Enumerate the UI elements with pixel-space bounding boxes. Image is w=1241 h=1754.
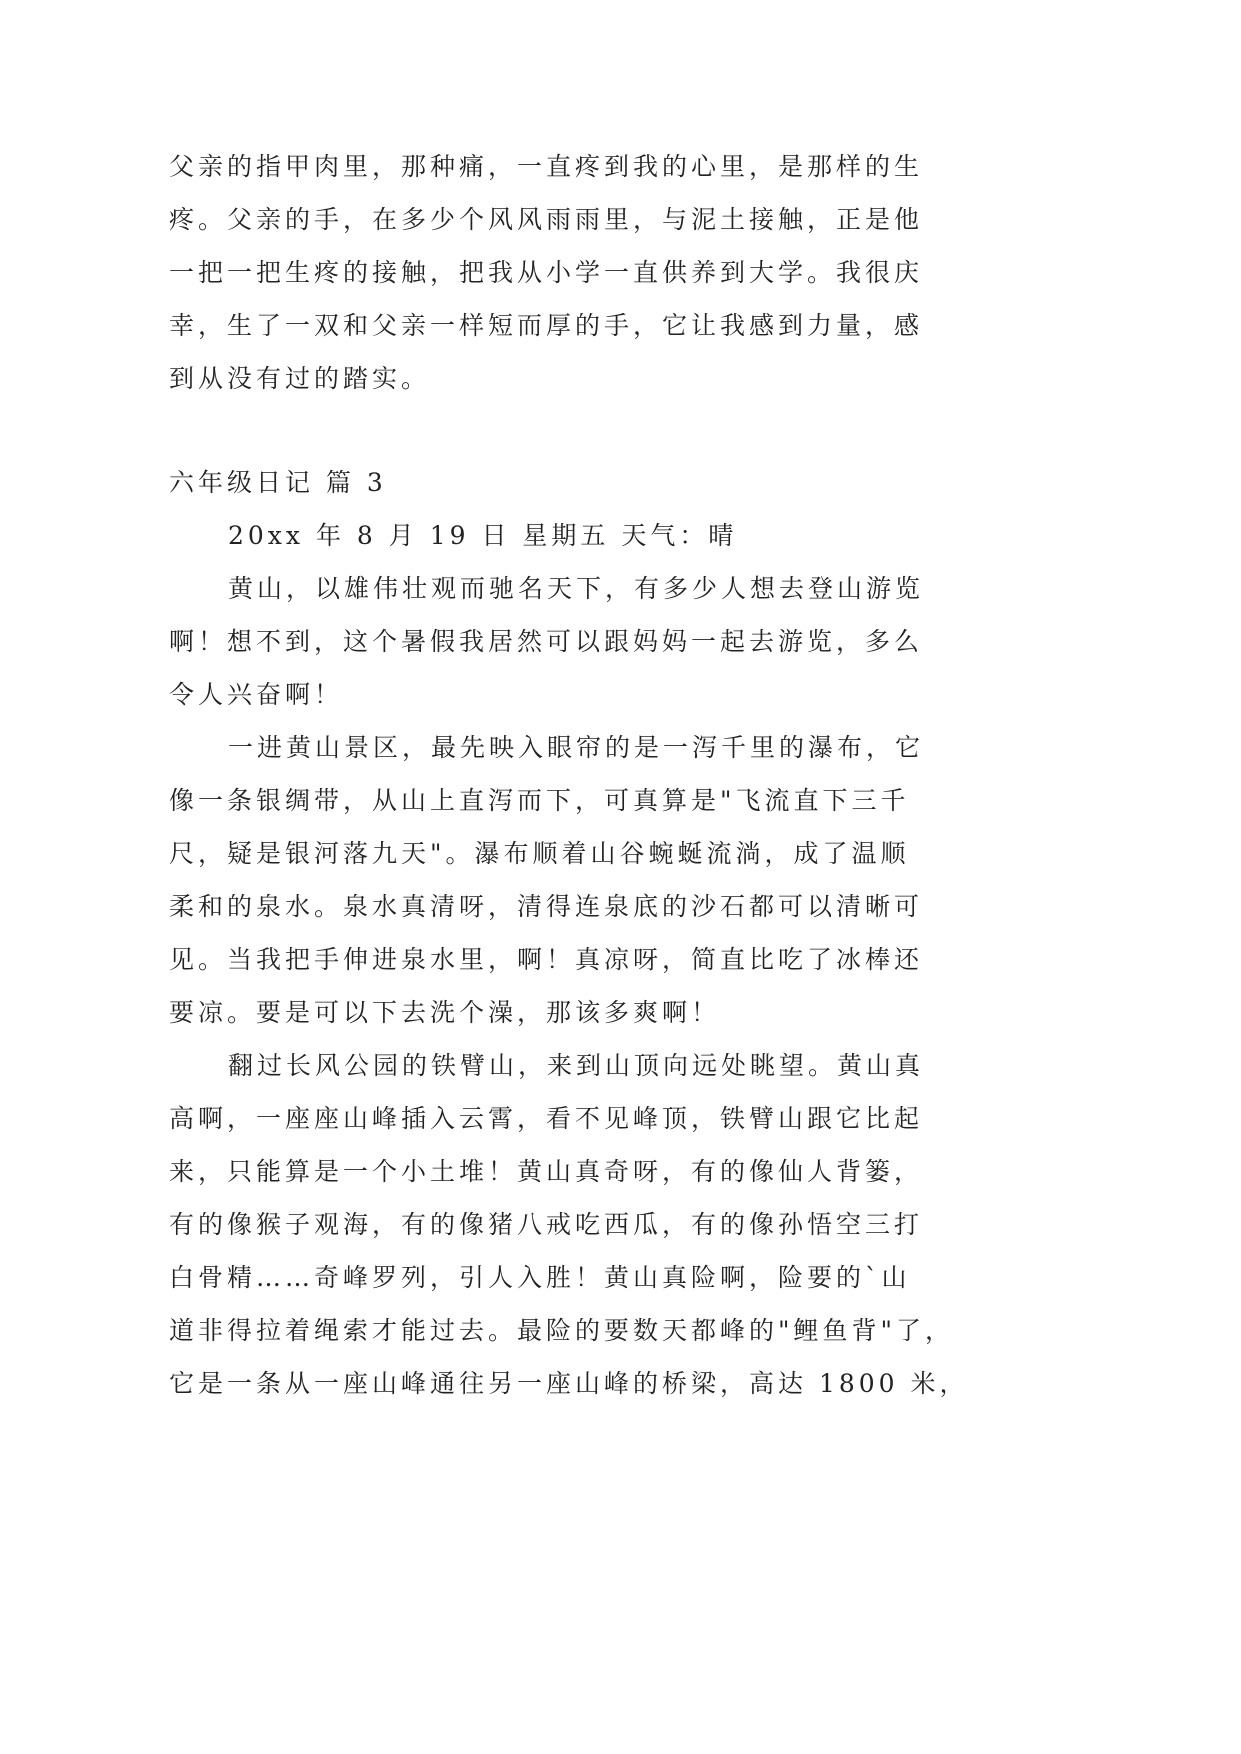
text-line: 父亲的指甲肉里，那种痛，一直疼到我的心里，是那样的生 xyxy=(169,152,924,181)
previous-section-text xyxy=(169,140,945,405)
text-line: 一进黄山景区，最先映入眼帘的是一泻千里的瀑布，它 xyxy=(228,733,925,762)
date-line: 20xx 年 8 月 19 日 星期五 天气：晴 xyxy=(228,521,738,550)
text-line: 来，只能算是一个小土堆！黄山真奇呀，有的像仙人背篓， xyxy=(169,1157,924,1186)
section-body xyxy=(169,509,969,1410)
text-line: 要凉。要是可以下去洗个澡，那该多爽啊！ xyxy=(169,998,721,1027)
text-line: 高啊，一座座山峰插入云霄，看不见峰顶，铁臂山跟它比起 xyxy=(169,1104,924,1133)
text-line: 尺，疑是银河落九天"。瀑布顺着山谷蜿蜒流淌，成了温顺 xyxy=(169,839,910,868)
text-line: 像一条银绸带，从山上直泻而下，可真算是"飞流直下三千 xyxy=(169,786,910,815)
section-title: 六年级日记 篇 3 xyxy=(169,468,387,497)
text-line: 它是一条从一座山峰通往另一座山峰的桥梁，高达 1800 米， xyxy=(169,1369,969,1398)
text-line: 见。当我把手伸进泉水里，啊！真凉呀，简直比吃了冰棒还 xyxy=(169,945,924,974)
text-line: 黄山，以雄伟壮观而驰名天下，有多少人想去登山游览 xyxy=(228,574,925,603)
text-line: 道非得拉着绳索才能过去。最险的要数天都峰的"鲤鱼背"了， xyxy=(169,1316,955,1345)
text-line: 令人兴奋啊！ xyxy=(169,680,344,709)
paragraph xyxy=(169,562,945,721)
text-line: 啊！想不到，这个暑假我居然可以跟妈妈一起去游览，多么 xyxy=(169,627,924,656)
text-line: 幸，生了一双和父亲一样短而厚的手，它让我感到力量，感 xyxy=(169,311,924,340)
paragraph xyxy=(169,721,945,1039)
text-line: 柔和的泉水。泉水真清呀，清得连泉底的沙石都可以清晰可 xyxy=(169,892,924,921)
text-line: 到从没有过的踏实。 xyxy=(169,364,431,393)
text-line: 疼。父亲的手，在多少个风风雨雨里，与泥土接触，正是他 xyxy=(169,205,924,234)
text-line: 白骨精……奇峰罗列，引人入胜！黄山真险啊，险要的`山 xyxy=(169,1263,911,1292)
paragraph xyxy=(169,1039,969,1410)
text-line: 翻过长风公园的铁臂山，来到山顶向远处眺望。黄山真 xyxy=(228,1051,925,1080)
text-line: 一把一把生疼的接触，把我从小学一直供养到大学。我很庆 xyxy=(169,258,924,287)
text-line: 有的像猴子观海，有的像猪八戒吃西瓜，有的像孙悟空三打 xyxy=(169,1210,924,1239)
